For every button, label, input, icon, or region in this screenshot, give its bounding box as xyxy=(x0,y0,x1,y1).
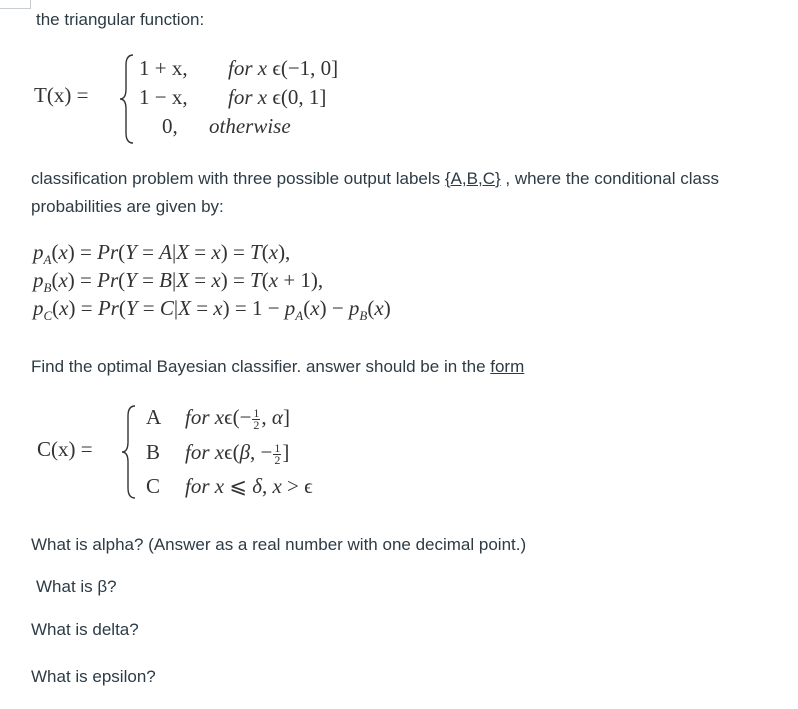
form-link[interactable]: form xyxy=(490,357,525,376)
left-brace xyxy=(120,404,140,500)
triangular-case-2-expr: 1 − x, xyxy=(139,85,188,109)
triangular-case-2-cond: for x ϵ(0, 1] xyxy=(228,85,327,109)
problem-text-before: classification problem with three possible output labels xyxy=(31,169,445,188)
classifier-cond-b: for xϵ(β, − $\frac{1}{2}$ ] xyxy=(185,440,290,467)
intro-text: the triangular function: xyxy=(36,10,205,29)
problem-statement xyxy=(31,165,776,221)
classifier-lhs: C(x) = xyxy=(37,437,93,461)
problem-text-after: , where the conditional class probabilities are given by: xyxy=(31,169,719,216)
find-text: Find the optimal Bayesian classifier. answer should be in the xyxy=(31,357,491,376)
question-epsilon: What is epsilon? xyxy=(31,667,156,686)
triangular-case-3-expr: 0, xyxy=(162,114,178,138)
classifier-cond-c: for x ⩽ δ, x > ϵ xyxy=(185,474,313,498)
prob-a-equation: $p_A(x) = Pr(Y = A|X = x) = T(x)$, xyxy=(33,240,291,268)
corner-marker xyxy=(0,0,31,9)
triangular-case-1-expr: 1 + x, xyxy=(139,56,188,80)
classifier-label-b: B xyxy=(146,440,161,464)
classifier-label-a: A xyxy=(146,405,162,429)
find-instruction xyxy=(31,353,524,381)
question-beta: What is β? xyxy=(36,577,117,596)
triangular-case-1-cond: for x ϵ(−1, 0] xyxy=(228,56,339,80)
classifier-cond-a: for xϵ(− $\frac{1}{2}$ , α] xyxy=(185,405,290,432)
triangular-case-3-cond: otherwise xyxy=(209,114,291,138)
prob-b-equation: $p_B(x) = Pr(Y = B|X = x) = T(x + 1)$, xyxy=(33,268,324,296)
question-alpha: What is alpha? (Answer as a real number with one decimal point.) xyxy=(31,535,527,554)
triangular-lhs: T(x) = xyxy=(34,83,89,107)
left-brace xyxy=(118,53,138,145)
prob-c-equation: $p_C(x) = Pr(Y = C|X = x) = 1 - p_A(x) - p_B(x)$ xyxy=(33,296,391,324)
question-delta: What is delta? xyxy=(31,620,139,639)
classifier-label-c: C xyxy=(146,474,161,498)
labels-link[interactable]: {A,B,C} xyxy=(444,169,501,188)
